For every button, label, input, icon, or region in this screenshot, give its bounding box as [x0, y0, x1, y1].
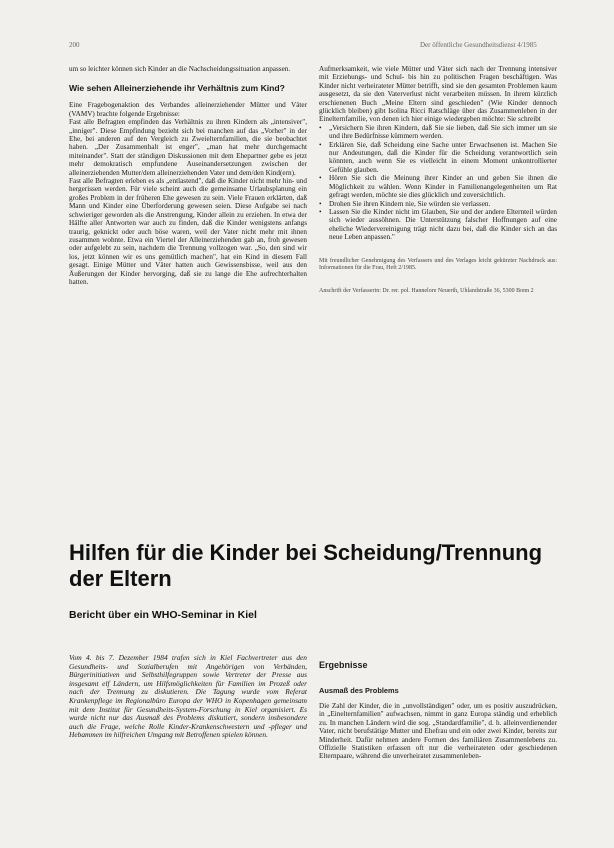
- results-subheading: Ausmaß des Problems: [319, 686, 399, 695]
- advice-item: • „Versichern Sie ihren Kindern, daß Sie sie lieben, daß Sie sich immer um sie und ihre Bedürfnisse kümmern werden.: [319, 124, 557, 141]
- advice-item: • Drohen Sie ihren Kindern nie, Sie würden sie verlassen.: [319, 200, 557, 208]
- section-heading: Wie sehen Alleinerziehende ihr Verhältnis zum Kind?: [69, 83, 285, 94]
- advice-list: [319, 124, 557, 242]
- author-address: Anschrift der Verfasserin: Dr. rer. pol. Hannelore Neuerth, Uhlandstraße 36, 5300 Bonn 2: [319, 287, 534, 294]
- page-number: 200: [69, 41, 80, 49]
- right-intro: Aufmerksamkeit, wie viele Mütter und Väter sich nach der Trennung intensiver mit Erziehungs- und Schul- bis hin zu politischen Fragen beschäftigen. Was Kinder nicht verheirateter Mütter betrifft, sind sie den gesamten Problemen kaum ausgesetzt, da sie den Vaterverlust nicht verarbeiten müssen. In ihrem kürzlich erschienenen Buch „Meine Eltern sind geschieden" (Wie Kinder dennoch glücklich bleiben) gibt Isolina Ricci Ratschläge über das Zusammenleben in der Einelternfamilie, von denen ich hier einige wiedergeben möchte: Sie schreibt: [319, 65, 557, 124]
- source-note: Mit freundlicher Genehmigung des Verfassers und des Verlages leicht gekürzter Nachdruck aus: Informationen für die Frau, Heft 2/1985.: [319, 257, 557, 271]
- article-intro: Vom 4. bis 7. Dezember 1984 trafen sich in Kiel Fachvertreter aus den Gesundheits- und Sozialberufen mit Angehörigen von Verbänden, Bürgerinitiativen und Selbsthilfegruppen sowie Vertreter der Presse aus insgesamt elf Ländern, um Hilfsmöglichkeiten für Familien im Prozeß oder nach der Trennung zu diskutieren. Die Tagung wurde vom Referat Krankenpflege im Regionalbüro Europa der WHO in Kopenhagen gemeinsam mit dem Institut für Gesundheits-System-Forschung in Kiel organisiert. Es wurde nicht nur das Ausmaß des Problems diskutiert, sondern insbesondere auch die Frage, welche Rolle Kinder-Krankenschwestern und -pfleger und Hebammen im hilfreichen Umgang mit Betroffenen spielen können.: [69, 653, 307, 740]
- paragraph: Eine Fragebogenaktion des Verbandes alleinerziehender Mütter und Väter (VAMV) brachte folgende Ergebnisse:: [69, 101, 307, 118]
- article-title: Hilfen für die Kinder bei Scheidung/Trennung der Eltern: [69, 540, 543, 591]
- right-column: [319, 65, 557, 295]
- advice-item: • Erklären Sie, daß Scheidung eine Sache unter Erwachsenen ist. Machen Sie nur Andeutungen, daß die Kinder für die Scheidung verantwortlich sein könnten, auch wenn Sie es vielleicht in einem Moment unkontrollierter Gefühle glauben.: [319, 141, 557, 175]
- left-column: [69, 65, 307, 286]
- advice-item: • Lassen Sie die Kinder nicht im Glauben, Sie und der andere Elternteil würden sich wieder aussöhnen. Die Unterstützung falscher Hoffnungen auf eine eheliche Wiedervereinigung trägt nicht dazu bei, daß die Kinder sich an das neue Leben anpassen.": [319, 208, 557, 242]
- journal-header: Der öffentliche Gesundheitsdienst 4/1985: [420, 41, 537, 49]
- advice-item: • Hören Sie sich die Meinung ihrer Kinder an und geben Sie ihnen die Möglichkeit zu wählen. Wenn Kinder in Familienangelegenheiten um Rat gefragt werden, möchte sie dies glücklich und zuversichtlich.: [319, 174, 557, 199]
- results-text: Die Zahl der Kinder, die in „unvollständigen" oder, um es positiv auszudrücken, in „Einelternfamilien" aufwachsen, nimmt in ganz Europa ständig und erheblich zu. In manchen Ländern wird die sog. „Standardfamilie", d. h. alleinverdienender Vater, nicht berufstätige Mutter und Ehefrau und ein oder zwei Kinder, bereits zur Minderheit. Dafür nehmen andere Formen des familiären Zusammenlebens zu. Offizielle Statistiken erfassen oft nur die verheirateten oder geschiedenen Elternpaare, während die unverheiratet zusammenleben-: [319, 702, 557, 761]
- paragraph: Fast alle Befragten erleben es als „entlastend", daß die Kinder nicht mehr hin- und hergerissen werden. Für viele scheint auch die gemeinsame Urlaubsplanung ein großes Problem in der früheren Ehe gewesen zu sein. Viele Frauen erklärten, daß Mann und Kinder eine Überforderung gewesen seien. Diese Aufgabe sei nach schwieriger geworden als die Anstrengung, Kinder allein zu erziehen. In etwa der Hälfte aller Antworten war auch zu finden, daß die Kinder wenigstens anfangs traurig, geknickt oder auch böse waren, weil der Vater nicht mehr mit ihnen zusammen wohnte. Etwa ein Viertel der Alleinerziehenden gab an, froh gewesen oder aufgelebt zu sein, nachdem die Trennung vollzogen war. „So, den sind wir los, jetzt können wir es uns gemütlich machen", hat ein Kind in diesem Fall gesagt. Einige Mütter und Väter hatten auch Gewissensbisse, weil aus den Äußerungen der Kinder hervorging, daß sie zu lange die Ehe aufrechterhalten hatten.: [69, 177, 307, 286]
- paragraph: Fast alle Befragten empfinden das Verhältnis zu ihren Kindern als „intensiver", „inniger". Diese Empfindung bezieht sich bei manchen auf das „Vorher" in der Ehe, bei anderen auf den Vergleich zu Zweielternfamilien, die sie beobachtet haben. „Der Zusammenhalt ist enger", „man hat mehr durchgemacht miteinander". Statt der ständigen Diskussionen mit dem Ehepartner gebe es jetzt mehr demokratisch empfundene Auseinandersetzungen zwischen der alleinerziehenden Mutter/dem alleinerziehenden Vater und dem/den Kind(ern).: [69, 118, 307, 177]
- left-top-text: um so leichter können sich Kinder an die Nachscheidungssituation anpassen.: [69, 65, 291, 73]
- article-subtitle: Bericht über ein WHO-Seminar in Kiel: [69, 609, 257, 621]
- results-heading: Ergebnisse: [319, 660, 368, 670]
